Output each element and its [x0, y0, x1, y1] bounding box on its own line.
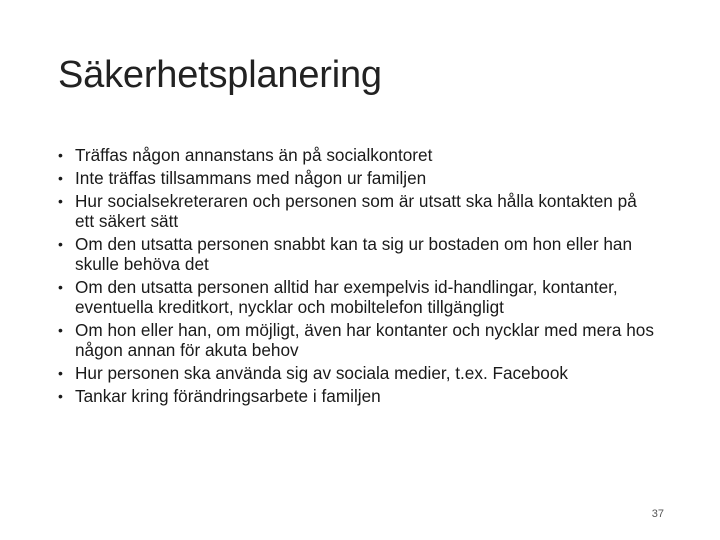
bullet-item	[58, 191, 658, 231]
bullet-list	[58, 145, 658, 409]
bullet-text: Träffas någon annanstans än på socialkontoret	[75, 145, 433, 165]
bullet-text: Hur personen ska använda sig av sociala medier, t.ex. Facebook	[75, 363, 568, 383]
bullet-item	[58, 320, 658, 360]
bullet-item	[58, 277, 658, 317]
bullet-dot-icon: •	[58, 388, 63, 404]
slide-title: Säkerhetsplanering	[58, 54, 382, 96]
bullet-text: Hur socialsekreteraren och personen som är utsatt ska hålla kontakten på ett säkert sätt	[75, 191, 637, 231]
bullet-text: Tankar kring förändringsarbete i familjen	[75, 386, 381, 406]
bullet-item	[58, 386, 658, 406]
bullet-dot-icon: •	[58, 236, 63, 252]
bullet-dot-icon: •	[58, 193, 63, 209]
bullet-item	[58, 234, 658, 274]
bullet-item	[58, 363, 658, 383]
bullet-dot-icon: •	[58, 365, 63, 381]
bullet-text: Inte träffas tillsammans med någon ur familjen	[75, 168, 427, 188]
bullet-item	[58, 145, 658, 165]
bullet-text: Om den utsatta personen alltid har exempelvis id-handlingar, kontanter, eventuella kreditkort, nycklar och mobiltelefon tillgängligt	[75, 277, 618, 317]
bullet-text: Om den utsatta personen snabbt kan ta sig ur bostaden om hon eller han skulle behöva det	[75, 234, 633, 274]
bullet-item	[58, 168, 658, 188]
bullet-text: Om hon eller han, om möjligt, även har kontanter och nycklar med mera hos någon annan för akuta behov	[75, 320, 654, 360]
bullet-dot-icon: •	[58, 170, 63, 186]
bullet-dot-icon: •	[58, 322, 63, 338]
bullet-dot-icon: •	[58, 279, 63, 295]
bullet-dot-icon: •	[58, 147, 63, 163]
page-number: 37	[651, 508, 664, 520]
